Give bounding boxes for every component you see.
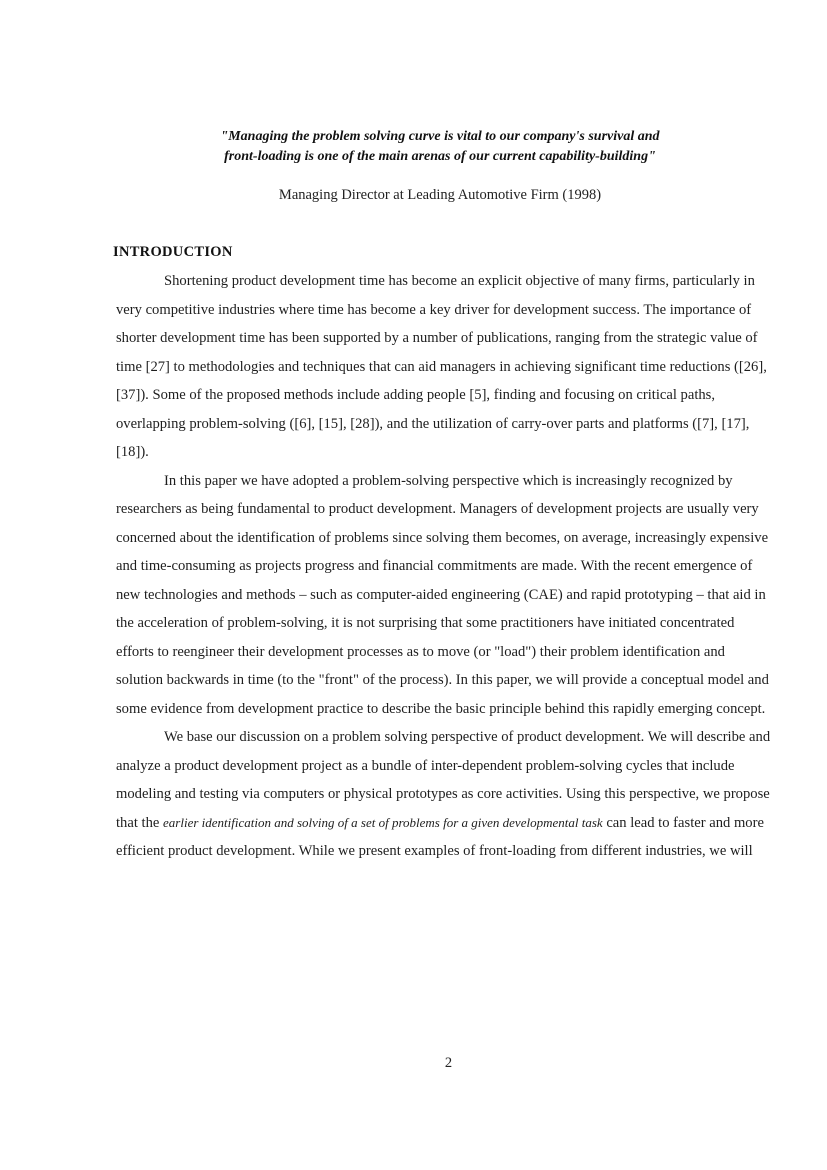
epigraph-attribution: Managing Director at Leading Automotive Firm (1998) xyxy=(278,187,602,203)
body-text xyxy=(116,267,772,866)
paragraph-3-emphasis: earlier identification and solving of a set of problems for a given developmental task xyxy=(163,814,603,830)
epigraph-quote xyxy=(150,127,730,167)
paragraph-1: Shortening product development time has become an explicit objective of many firms, particularly in very competitive industries where time has become a key driver for development success. The importance of shorter development time has been supported by a number of publications, ranging from the strategic value of time [27] to methodologies and techniques that can aid managers in achieving significant time reductions ([26], [37]). Some of the proposed methods include adding people [5], finding and focusing on critical paths, overlapping problem-solving ([6], [15], [28]), and the utilization of carry-over parts and platforms ([7], [17], [18]). xyxy=(116,273,767,460)
paragraph-3-text-after: can lead to faster and more efficient product development. While we present examples of front-loading from different industries, we will xyxy=(116,814,764,859)
paragraph-2: In this paper we have adopted a problem-solving perspective which is increasingly recognized by researchers as being fundamental to product development. Managers of development projects are usually very concerned about the identification of problems since solving them becomes, on average, increasingly expensive and time-consuming as projects progress and financial commitments are made. With the recent emergence of new technologies and methods – such as computer-aided engineering (CAE) and rapid prototyping – that aid in the acceleration of problem-solving, it is not surprising that some practitioners have initiated concentrated efforts to reengineer their development processes as to move (or "load") their problem identification and solution backwards in time (to the "front" of the process). In this paper, we will provide a conceptual model and some evidence from development practice to describe the basic principle behind this rapidly emerging concept. xyxy=(116,472,769,717)
page-number: 2 xyxy=(444,1055,453,1071)
paragraph-3 xyxy=(116,723,772,866)
epigraph-quote-line-2: front-loading is one of the main arenas of our current capability-building" xyxy=(224,149,656,164)
paragraph-3-text-before: We base our discussion on a problem solving perspective of product development. We will describe and analyze a product development project as a bundle of inter-dependent problem-solving cycles that include modeling and testing via computers or physical prototypes as core activities. Using this perspective, we propose that the xyxy=(116,729,771,831)
section-heading: INTRODUCTION xyxy=(113,244,233,260)
epigraph-quote-line-1: "Managing the problem solving curve is vital to our company's survival and xyxy=(220,129,660,144)
